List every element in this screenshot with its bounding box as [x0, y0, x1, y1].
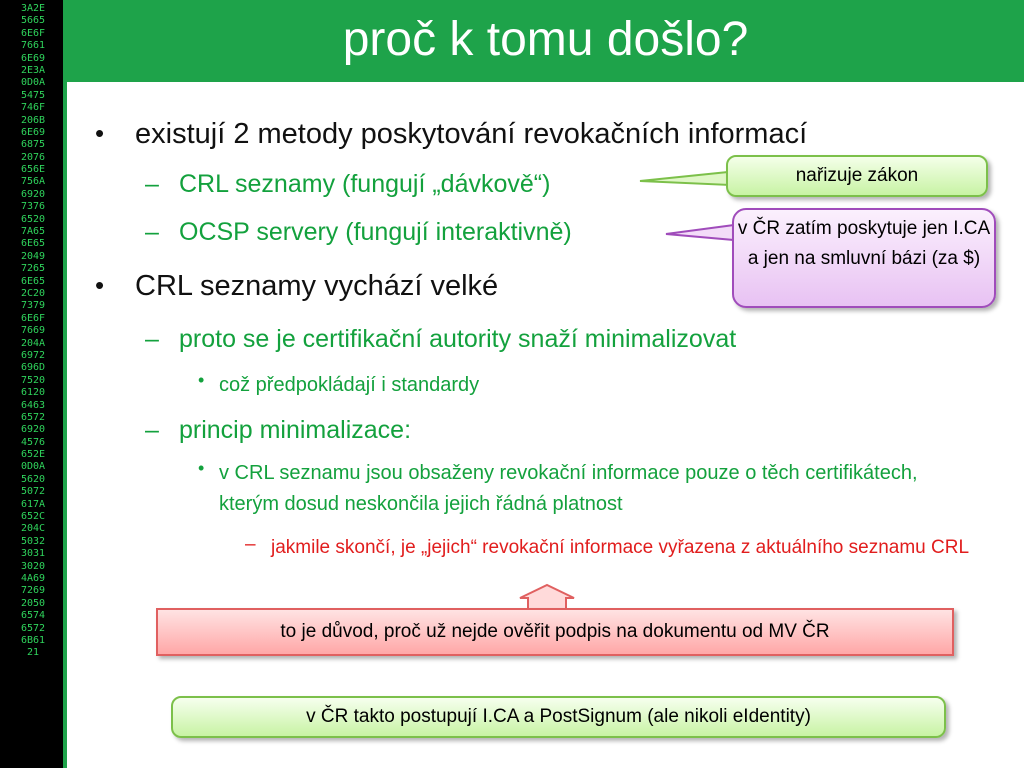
hex-code: 6463	[20, 399, 46, 411]
dot-marker: •	[198, 458, 205, 478]
hex-code: 2C20	[20, 287, 46, 299]
hex-code: 6875	[20, 139, 46, 151]
hex-code: 7376	[20, 201, 46, 213]
hex-code: 5072	[20, 486, 46, 498]
hex-code: 6E65	[20, 238, 46, 250]
hex-code: 204C	[20, 523, 46, 535]
hex-code: 7520	[20, 374, 46, 386]
dot-marker: •	[198, 370, 205, 390]
hex-code: 2E3A	[20, 64, 46, 76]
hex-code: 0D0A	[20, 77, 46, 89]
dash-marker: –	[145, 416, 159, 444]
slide-title: proč k tomu došlo?	[342, 13, 749, 66]
hex-code: 7A65	[20, 226, 46, 238]
hex-code: 0D0A	[20, 461, 46, 473]
hex-code: 5620	[20, 473, 46, 485]
law-callout: nařizuje zákon	[726, 155, 988, 197]
sub-bullet-text: proto se je certifikační autority snaží minimalizovat	[179, 325, 737, 353]
hex-code: 696D	[20, 362, 46, 374]
hex-code: 6572	[20, 622, 46, 634]
law-callout-pointer	[640, 172, 730, 185]
hex-code: 6920	[20, 424, 46, 436]
hex-code: 6E65	[20, 275, 46, 287]
sub-sub-bullet-text: což předpokládají i standardy	[219, 374, 480, 396]
bullet-marker: •	[95, 118, 105, 148]
hex-code: 5032	[20, 535, 46, 547]
hex-code: 652C	[20, 511, 46, 523]
sub-sub-bullet-text: v CRL seznamu jsou obsaženy revokační informace pouze o těch certifikátech, kterým dosud neskončila jejich řádná platnost	[219, 462, 918, 515]
hex-code: 204A	[20, 337, 46, 349]
hex-code: 6E69	[20, 52, 46, 64]
hex-code: 617A	[20, 498, 46, 510]
ica-callout-pointer	[666, 225, 734, 240]
hex-code: 5475	[20, 89, 46, 101]
hex-code: 3020	[20, 560, 46, 572]
hex-code: 2050	[20, 597, 46, 609]
hex-code: 7269	[20, 585, 46, 597]
dash-marker: –	[145, 170, 159, 198]
hex-code: 2049	[20, 250, 46, 262]
hex-code: 652E	[20, 449, 46, 461]
dash-marker: –	[145, 325, 159, 353]
dash-marker: –	[245, 534, 256, 555]
hex-code: 4576	[20, 436, 46, 448]
hex-code: 206B	[20, 114, 46, 126]
hex-code: 5665	[20, 15, 46, 27]
slide-header	[67, 0, 1024, 82]
sub-bullet-text: OCSP servery (fungují interaktivně)	[179, 218, 572, 246]
ica-callout: v ČR zatím poskytuje jen I.CA a jen na smluvní bázi (za $)	[732, 208, 996, 308]
hex-code: 6520	[20, 213, 46, 225]
hex-code: 6E6F	[20, 27, 46, 39]
level4-bullet-text: jakmile skončí, je „jejich“ revokační informace vyřazena z aktuálního seznamu CRL	[271, 537, 970, 558]
hex-code: 4A69	[20, 572, 46, 584]
hex-code: 6920	[20, 188, 46, 200]
hex-code: 7661	[20, 40, 46, 52]
hex-code: 746F	[20, 102, 46, 114]
hex-code: 656E	[20, 164, 46, 176]
hex-code: 7669	[20, 325, 46, 337]
bullet-text: existují 2 metody poskytování revokačních informací	[135, 118, 808, 150]
hex-code: 6E6F	[20, 312, 46, 324]
hex-code: 2076	[20, 151, 46, 163]
hex-code: 21	[26, 647, 40, 659]
hex-code: 6E69	[20, 126, 46, 138]
sub-bullet-text: CRL seznamy (fungují „dávkově“)	[179, 170, 551, 198]
reason-callout: to je důvod, proč už nejde ověřit podpis na dokumentu od MV ČR	[156, 608, 954, 656]
bullet-marker: •	[95, 270, 105, 300]
hex-code: 3031	[20, 548, 46, 560]
hex-sidebar	[0, 0, 67, 768]
dash-marker: –	[145, 218, 159, 246]
hex-code: 3A2E	[20, 3, 46, 14]
hex-code: 6574	[20, 610, 46, 622]
hex-code: 6572	[20, 411, 46, 423]
sub-bullet-text: princip minimalizace:	[179, 416, 412, 444]
bullet-text: CRL seznamy vychází velké	[135, 270, 499, 302]
hex-code: 6120	[20, 387, 46, 399]
hex-code: 6972	[20, 349, 46, 361]
reason-callout-arrow	[520, 585, 574, 609]
practice-callout: v ČR takto postupují I.CA a PostSignum (ale nikoli eIdentity)	[171, 696, 946, 738]
hex-code: 7379	[20, 300, 46, 312]
hex-code: 756A	[20, 176, 46, 188]
hex-column	[3, 3, 63, 660]
hex-code: 7265	[20, 263, 46, 275]
hex-code: 6B61	[20, 634, 46, 646]
